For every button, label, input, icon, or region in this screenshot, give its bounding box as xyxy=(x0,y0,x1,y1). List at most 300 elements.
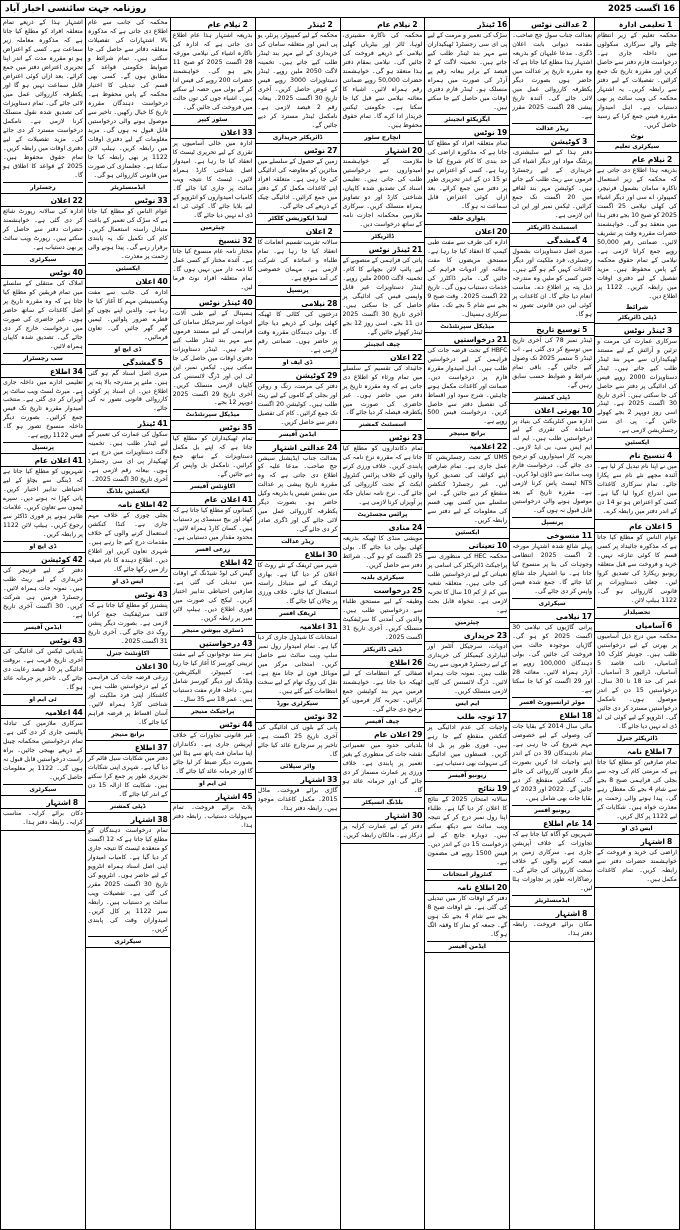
ad-body-text: وظیفہ کے لیے مستحق طلباء سے درخواستیں طلب ہیں۔ والدین کی آمدنی کا سرٹیفکیٹ منسلک کریں۔ آخری تاریخ 31 اگست 2025۔ xyxy=(342,598,423,642)
ad-body-text: ادارہ میں خالی آسامیوں پر تقرری کے لیے تحریری ٹیسٹ کا انعقاد کیا جا رہا ہے۔ امیدوار اصل شناختی کارڈ ہمراہ لائیں۔ ٹیسٹ کا نتیجہ ویب سائٹ پر جاری کیا جائے گا۔ کامیاب امیدواروں کو انٹرویو کے لیے بلایا جائے گا۔ کوئی ٹی اے ڈی اے نہیں دیا جائے گا۔ xyxy=(172,139,253,219)
classified-ad[interactable] xyxy=(510,135,594,234)
ad-body-text: پانی کے بلوں کی ادائیگی کی آخری تاریخ 25 اگست ہے۔ تاخیر پر سرچارج عائد کیا جائے گا۔ xyxy=(257,724,338,759)
ad-title: نوٹس xyxy=(219,720,241,730)
ad-body-text: محکمہ HEC کی منظوری سے پراجیکٹ ڈائریکٹر کی اسامی پر تعیناتی کے لیے درخواستیں طلب کی جاتی ہیں۔ متعلقہ شعبہ میں کم از کم 10 سال کا تجربہ لازمی ہے۔ تنخواہ قابل بحث ہے۔ xyxy=(427,553,508,615)
ad-divider xyxy=(343,419,423,420)
ad-title: آسامیاں xyxy=(635,621,665,631)
ad-signature: ڈپٹی کمشنر xyxy=(110,803,146,810)
classified-ad[interactable] xyxy=(341,243,425,351)
classified-ad[interactable] xyxy=(256,710,340,773)
classified-ad[interactable] xyxy=(171,790,255,834)
classified-ad[interactable] xyxy=(595,153,679,324)
ad-signature: میڈیکل سپرنٹنڈنٹ xyxy=(185,411,240,419)
ad-body-text: تمام درخواست دہندگان کو مطلع کیا جاتا ہے کہ 12 اگست کو منعقدہ ٹیسٹ کا نتیجہ جاری کر دیا گیا ہے۔ کامیاب امیدوار اپنی اصل اسناد ہمراہ انٹرویو کے لیے حاضر ہوں۔ انٹرویو کی تاریخ 30 اگست 2025 مقرر کی گئی ہے۔ تفصیلات ویب سائٹ پر دستیاب ہیں۔ رابطہ نمبر 1122 پر کال کریں۔ امیدواران وقت کی پابندی کریں۔ xyxy=(87,827,168,933)
classified-ad[interactable] xyxy=(341,584,425,656)
ad-header xyxy=(510,136,594,148)
classified-ad[interactable] xyxy=(86,18,170,194)
ad-body-text: بذریعہ ہذا اطلاع دی جاتی ہے کہ محکمہ کے زیر استعمال ناکارہ سامان بشمول فرنیچر، کمپیوٹر، اے سی اور دیگر اشیاء کی کھلی نیلامی 25 اگست 2025 کو صبح 10 بجے دفتر ہذا میں منعقد ہو گی۔ خواہشمند حضرات مقررہ وقت پر تشریف لائیں۔ ضمانتی رقم 50,000 روپے جمع کرانا لازمی ہے۔ نیلامی کے تمام حقوق محکمہ کے پاس محفوظ ہیں۔ مزید تفصیل کے لیے دفتری اوقات میں رابطہ کریں۔ 1122 پر اطلاع دیں۔ xyxy=(597,166,677,300)
ad-body-text: ٹینڈر نمبر 78 کی آخری تاریخ میں توسیع کر دی گئی ہے۔ اب ٹینڈر 5 ستمبر 2025 تک وصول کیے جائیں گے۔ باقی تمام شرائط و ضوابط حسب سابق رہیں گے۔ xyxy=(512,336,593,389)
ad-number: 4 xyxy=(667,451,673,461)
classified-ad[interactable] xyxy=(425,782,509,881)
classified-ad[interactable] xyxy=(510,709,594,817)
ad-body-text: کسانوں کو مطلع کیا جاتا ہے کہ کھاد اور بیج سبسڈی پر دستیاب ہیں۔ کسان کارڈ ہمراہ لائیں۔ محدود مقدار میں دستیابی ہے۔ xyxy=(172,507,253,542)
ad-number: 5 xyxy=(157,357,163,367)
ad-number: 2 xyxy=(327,20,333,29)
ad-number: 40 xyxy=(242,297,253,307)
classified-ad[interactable] xyxy=(171,296,255,422)
ad-title: اعلامیہ xyxy=(469,442,495,452)
ad-header xyxy=(171,235,255,247)
ad-title: نیلامی xyxy=(555,612,580,622)
classified-ad[interactable] xyxy=(1,266,85,365)
ad-subheading: شرائط xyxy=(625,302,649,311)
ad-number: 2 xyxy=(412,20,418,29)
ad-number: 45 xyxy=(242,792,253,802)
ad-header xyxy=(86,661,170,673)
ad-signature: ٹی ایم او xyxy=(29,696,57,704)
classified-ad[interactable] xyxy=(1,796,85,831)
classified-ad[interactable] xyxy=(86,588,170,660)
ad-header xyxy=(595,746,679,758)
classified-ad[interactable] xyxy=(341,431,425,521)
classified-ad[interactable] xyxy=(171,493,255,556)
ad-number: 16 xyxy=(496,20,508,29)
ad-header xyxy=(86,499,170,511)
ad-divider xyxy=(597,607,677,608)
ad-number: 23 xyxy=(411,433,423,443)
ad-divider xyxy=(258,213,338,214)
ad-divider xyxy=(343,132,423,133)
ad-header xyxy=(425,226,509,238)
ad-header xyxy=(1,707,85,719)
ad-number: 19 xyxy=(496,127,508,137)
ad-number: 17 xyxy=(496,712,508,722)
ad-title: کوٹیشن xyxy=(295,370,326,380)
ad-title: ٹینڈر xyxy=(477,20,495,29)
ad-signature: رجسٹرار xyxy=(30,183,56,191)
ad-body-text: امتحانات کا شیڈول جاری کر دیا گیا ہے۔ تمام امیدوار رول نمبر سلپ ویب سائٹ سے حاصل کریں۔ امتحانی مرکز میں موبائل فون لے جانا منع ہے۔ نقل کی روک تھام کے لیے سخت انتظامات کیے گئے ہیں۔ xyxy=(257,634,338,696)
classified-ad[interactable] xyxy=(256,773,340,817)
ad-signature: سیکرٹری تعلیم xyxy=(614,142,660,150)
ad-title: تعیناتی xyxy=(468,541,495,551)
ad-divider xyxy=(258,536,338,537)
ad-header xyxy=(425,540,509,552)
ad-header xyxy=(1,455,85,467)
ad-number: 32 xyxy=(242,235,253,245)
classified-ad[interactable] xyxy=(171,421,255,493)
ad-number: 41 xyxy=(242,495,253,505)
classified-ad[interactable] xyxy=(171,126,255,234)
ad-title: اعلامیہ xyxy=(44,708,71,718)
ad-header xyxy=(171,791,255,803)
classified-ad[interactable] xyxy=(256,548,340,620)
ad-signature: ڈی ایف او xyxy=(282,358,313,366)
classified-ad[interactable] xyxy=(1,454,85,553)
ad-title: نتائج xyxy=(477,784,495,794)
ad-body-text: تمام دکانداروں کو مطلع کیا جاتا ہے کہ مقررہ نرخ نامہ کی پابندی کریں۔ خلاف ورزی کرنے والوں کے خلاف پرائس کنٹرول ایکٹ کے تحت کارروائی کی جائے گی۔ نرخ نامہ نمایاں جگہ پر آویزاں کرنا لازمی ہے۔ xyxy=(342,445,423,507)
ad-divider xyxy=(597,141,677,142)
ad-body-text: بعدالت جناب ایڈیشنل سیشن جج صاحب۔ مدعا علیہ کو اطلاع دی جاتی ہے کہ وہ مقررہ تاریخ پیشی پر عدالت میں بنفس نفیس یا بذریعہ وکیل حاضر ہو۔ بصورت دیگر یکطرفہ کارروائی عمل میں لائی جائے گی اور ڈگری صادر کر دی جائے گی۔ xyxy=(257,454,338,534)
ad-number: 3 xyxy=(582,136,588,146)
classified-ad[interactable] xyxy=(256,144,340,225)
ad-header xyxy=(341,19,425,31)
ad-header xyxy=(425,334,509,346)
ad-signature: چیف آفیسر xyxy=(365,718,400,726)
ad-body-text: سڑک کی تعمیر و مرمت کے لیے پی ای سی رجسٹرڈ ٹھیکیداران سے مہر بند ٹینڈر طلب کیے جاتے ہیں۔ تخمینہ لاگت کے 2 فیصد کے برابر بیعانہ رقم پے آرڈر کی صورت میں ہمراہ منسلک ہو۔ ٹینڈر فارم دفتری اوقات میں حاصل کیے جا سکتے ہیں۔ xyxy=(427,32,508,111)
classified-ad[interactable] xyxy=(256,620,340,710)
ad-header xyxy=(510,530,594,542)
ad-body-text: ہنر مند نوجوانوں کے لیے مفت تربیتی کورسز کا آغاز کیا جا رہا ہے۔ کمپیوٹر، الیکٹریشن، ویلڈنگ اور دیگر کورسز شامل ہیں۔ داخلہ فارم مفت دستیاب ہیں۔ عمر 18 سے 35 سال۔ xyxy=(172,651,253,704)
ad-header xyxy=(595,836,679,848)
ad-header xyxy=(341,432,425,444)
classified-ad[interactable] xyxy=(1,634,85,706)
ad-header xyxy=(510,235,594,247)
ad-body-text: ادارہ کی طرف سے مفت طبی کیمپ کا انعقاد کیا جا رہا ہے۔ مستحق مریضوں کا مفت معائنہ اور ادویات فراہم کی جائیں گی۔ ماہر ڈاکٹرز کی خدمات دستیاب ہوں گی۔ تاریخ 22 اگست 2025۔ وقت صبح 9 بجے سے شام 5 بجے تک۔ مقام سرکاری ہسپتال۔ xyxy=(427,238,508,318)
ad-title: اشتہار xyxy=(300,775,326,785)
classified-ad[interactable] xyxy=(86,417,170,498)
classified-ad[interactable] xyxy=(1,365,85,455)
classified-ad[interactable] xyxy=(86,660,170,741)
classified-ad[interactable] xyxy=(341,18,425,144)
ad-header xyxy=(171,557,255,569)
ad-title: نوٹس xyxy=(134,195,156,205)
classified-ad[interactable] xyxy=(341,809,425,844)
ad-signature: ریونیو آفیسر xyxy=(448,772,487,780)
ad-signature: زرعی افسر xyxy=(195,546,231,554)
ad-body-text: سالانہ امتحان 2025 کے نتائج کا اعلان کر دیا گیا ہے۔ طلباء اپنا رول نمبر درج کر کے نتیجہ ویب سائٹ سے دیکھ سکتے ہیں۔ دوبارہ جانچ کے لیے درخواست 15 دن کے اندر دیں۔ فیس 1500 روپے فی مضمون ہے۔ xyxy=(427,796,508,866)
ad-body-text: بجلی چوری کے خلاف مہم جاری ہے۔ کنڈا کنکشن استعمال کرنے والوں کے خلاف مقدمات درج کیے جا رہے ہیں۔ شہری تعاون کریں اور اطلاع دیں۔ اطلاع دہندہ کا نام صیغہ راز میں رکھا جائے گا۔ xyxy=(87,512,168,574)
classified-ad[interactable] xyxy=(510,610,594,709)
classified-ad[interactable] xyxy=(425,225,509,333)
ad-divider xyxy=(427,617,507,618)
ad-divider xyxy=(3,442,83,443)
ad-signature: ٹریفک افسر xyxy=(279,610,316,618)
ad-title: اعلان عام xyxy=(204,495,241,505)
classified-ad[interactable] xyxy=(510,529,594,610)
classified-ad[interactable] xyxy=(171,718,255,790)
classified-ad[interactable] xyxy=(341,351,425,432)
ad-divider xyxy=(173,409,253,410)
ad-title: ٹینڈر نوٹس xyxy=(368,244,410,254)
ad-header xyxy=(86,742,170,754)
ad-title: اطلاع xyxy=(49,366,71,376)
classified-ad[interactable] xyxy=(171,18,255,126)
classified-ad[interactable] xyxy=(510,907,594,942)
ad-number: 5 xyxy=(667,522,673,532)
ad-body-text: گیس کی لوڈ شیڈنگ کے اوقات میں تبدیلی کی گئی ہے۔ صارفین احتیاطی تدابیر اختیار کریں۔ لیکج کی صورت میں فوری اطلاع دیں۔ ہیلپ لائن نمبر پر رابطہ کریں۔ xyxy=(172,570,253,623)
ad-title: اطلاع xyxy=(304,550,326,560)
ad-signature: تحصیلدار xyxy=(623,609,651,617)
ad-signature: پرائس مجسٹریٹ xyxy=(357,511,408,519)
ad-title: اعلان عام xyxy=(374,730,410,740)
classified-ad[interactable] xyxy=(256,18,340,144)
ad-divider xyxy=(512,517,592,518)
ad-body-text: شہریوں کو مطلع کیا جاتا ہے کہ ڈینگی سے بچاؤ کے لیے احتیاطی تدابیر اختیار کریں۔ پانی کھڑا نہ ہونے دیں۔ سپرے ٹیموں سے تعاون کریں۔ علامات ظاہر ہونے پر فوری ڈاکٹر سے رجوع کریں۔ ہیلپ لائن 1122 پر رابطہ کریں۔ xyxy=(3,468,83,539)
ad-signature: اسسٹنٹ کمشنر xyxy=(358,421,407,429)
classified-column xyxy=(170,18,255,1229)
classified-ad[interactable] xyxy=(595,520,679,619)
ad-title: تنسیخ xyxy=(218,235,241,245)
classified-ad[interactable] xyxy=(341,144,425,243)
classified-ad[interactable] xyxy=(341,656,425,728)
classified-ad[interactable] xyxy=(256,369,340,441)
ad-header xyxy=(256,774,340,786)
ad-title: اطلاع xyxy=(219,558,241,568)
ad-divider xyxy=(512,805,592,806)
ad-signature: ایکسئین بلڈنگ xyxy=(106,488,150,496)
ad-divider xyxy=(258,698,338,699)
ad-divider xyxy=(343,231,423,232)
ad-number: 3 xyxy=(667,325,673,335)
ad-number: 10 xyxy=(496,541,508,551)
classified-ad[interactable] xyxy=(171,637,255,718)
ad-title: کوٹیشن xyxy=(41,555,71,565)
ad-signature: پرنسپل xyxy=(286,286,309,294)
ad-title: کوٹیشن xyxy=(550,136,581,146)
ad-divider xyxy=(258,761,338,762)
ad-body-text: شہر میں ٹریفک کے نئے روٹ کا اعلان کر دیا گیا ہے۔ بھاری ٹریفک کے لیے متبادل راستہ استعمال کیا جائے۔ خلاف ورزی پر چالان کیا جائے گا۔ xyxy=(257,562,338,606)
ad-number: 33 xyxy=(327,775,338,785)
classified-ad[interactable] xyxy=(256,225,340,297)
classified-ad[interactable] xyxy=(341,728,425,809)
ad-title: اشتہار xyxy=(130,815,156,824)
classified-ad[interactable] xyxy=(425,629,509,710)
ad-header xyxy=(171,422,255,434)
classified-ad[interactable] xyxy=(595,449,679,520)
ad-header xyxy=(425,711,509,723)
ad-divider xyxy=(597,733,677,734)
ad-body-text: مویشی منڈی کا ٹھیکہ بذریعہ کھلی بولی دیا جائے گا۔ بولی 25 اگست کو ہو گی۔ شرائط دفتر سے حاصل کریں۔ xyxy=(342,535,423,570)
ad-number: 22 xyxy=(496,442,508,452)
ad-header xyxy=(595,19,679,31)
ad-divider xyxy=(343,644,423,645)
ad-header xyxy=(86,195,170,207)
ad-signature: ڈائریکٹر جنرل xyxy=(616,735,658,743)
ad-header xyxy=(1,554,85,566)
ad-number: 40 xyxy=(72,267,83,277)
ad-divider xyxy=(258,608,338,609)
classified-ad[interactable] xyxy=(1,18,85,194)
ad-title: منادی xyxy=(388,523,410,533)
ad-divider xyxy=(427,428,507,429)
ad-body-text: میں نے اپنا نام تبدیل کر لیا ہے۔ آئندہ مجھے نئے نام سے پکارا جائے۔ تمام سرکاری کاغذات میں اندراج کروا لیا گیا ہے۔ کسی کو اعتراض ہو تو 14 دن کے اندر دفتر میں رابطہ کرے۔ xyxy=(597,463,678,516)
classified-ad[interactable] xyxy=(425,881,509,953)
ad-body-text: سکول کی عمارت کی تعمیر کے لیے ٹینڈر طلب ہیں۔ تخمینہ لاگت دستاویزات میں درج ہے۔ ٹھیکیدار پی ای سی رجسٹرڈ ہوں۔ بیعانہ رقم لازمی ہے۔ آخری تاریخ 30 اگست 2025۔ xyxy=(87,431,168,484)
classified-ad[interactable] xyxy=(86,498,170,588)
classified-ad[interactable] xyxy=(86,275,170,356)
ad-signature: ڈائریکٹر xyxy=(371,232,394,240)
ad-body-text: ادارہ میں کنٹریکٹ کی بنیاد پر اساتذہ کی تقرری کے لیے درخواستیں طلب ہیں۔ ایم اے، ایم ایس سی، بی ایڈ لازمی۔ تجربہ کار امیدواروں کو ترجیح دی جائے گی۔ درخواست فارم ویب سائٹ سے ڈاؤن لوڈ کریں۔ NTS ٹیسٹ پاس کرنا لازمی ہے۔ مقررہ تاریخ کے بعد موصول ہونے والی درخواستیں قابل قبول نہ ہوں گی۔ xyxy=(512,417,593,515)
ad-signature: ڈی ایچ او xyxy=(29,543,57,551)
classified-ad[interactable] xyxy=(510,817,594,907)
ad-body-text: اراضی کی خرید و فروخت کے خواہشمند حضرات دفتر سے رابطہ کریں۔ تمام کاغذات مکمل ہیں۔ xyxy=(597,848,677,883)
ad-signature: چیف انجینئر xyxy=(364,340,401,348)
ad-header xyxy=(256,298,340,310)
ad-header xyxy=(341,522,425,534)
ad-header xyxy=(425,127,509,139)
ad-number: 17 xyxy=(581,612,593,622)
ad-number: 10 xyxy=(581,405,593,415)
classified-ad[interactable] xyxy=(510,323,594,404)
ad-title: نیلام عام xyxy=(207,20,241,29)
ad-divider xyxy=(3,784,83,785)
classified-ad[interactable] xyxy=(595,835,679,888)
ad-body-text: پنشنرز کو مطلع کیا جاتا ہے کہ لائف سرٹیفکیٹ جمع کرانا لازمی ہے۔ بصورت دیگر پنشن روک دی جائے گی۔ آخری تاریخ 31 اگست 2025۔ xyxy=(87,602,168,646)
ad-divider xyxy=(512,697,592,698)
ad-number: 37 xyxy=(157,743,168,753)
ad-divider xyxy=(88,182,168,183)
ad-signature: سٹور کیپر xyxy=(197,115,228,123)
ad-divider xyxy=(173,778,253,779)
ad-divider xyxy=(512,392,592,393)
ad-number: 2 xyxy=(582,20,588,29)
classified-ad[interactable] xyxy=(425,539,509,629)
ad-title: اعلامیہ xyxy=(299,622,326,632)
ad-header xyxy=(1,267,85,279)
classified-ad[interactable] xyxy=(1,706,85,796)
ad-divider xyxy=(427,698,507,699)
ad-number: 33 xyxy=(157,195,168,205)
ad-header xyxy=(341,657,425,669)
ad-divider xyxy=(512,222,592,223)
classified-ad[interactable] xyxy=(1,194,85,266)
columns-container xyxy=(1,18,679,1229)
ad-number: 21 xyxy=(496,334,508,344)
ad-signature: ریڈر عدالت xyxy=(281,538,315,546)
ad-divider xyxy=(427,869,507,870)
ad-signature: موٹر ٹرانسپورٹ افسر xyxy=(519,699,585,707)
ad-title: اطلاع xyxy=(389,658,410,668)
ad-signature: لینڈ ایکوزیشن کلکٹر xyxy=(267,214,328,222)
ad-signature: سیکرٹری بلدیہ xyxy=(360,574,404,582)
classified-ad[interactable] xyxy=(256,297,340,369)
ad-body-text: دفتر کے اوقات کار میں تبدیلی کی گئی ہے۔ نئے اوقات صبح 8 بجے سے شام 4 بجے تک ہوں گے۔ جمعہ کو نماز کا وقفہ الگ ہو گا۔ xyxy=(427,894,508,938)
ad-signature: سیکرٹری بورڈ xyxy=(276,700,319,708)
classified-ad[interactable] xyxy=(86,741,170,813)
ad-number: 31 xyxy=(327,622,338,632)
ad-number: 8 xyxy=(667,836,673,846)
classified-ad[interactable] xyxy=(425,333,509,441)
ad-header xyxy=(510,405,594,417)
classified-ad[interactable] xyxy=(171,234,255,296)
ad-body-text: املاک کی منتقلی کے سلسلے میں تمام فریقین کو مطلع کیا جاتا ہے کہ وہ مقررہ تاریخ پر اصل کاغذات کے ساتھ حاضر ہوں۔ غیر حاضری کی صورت میں درخواست خارج کر دی جائے گی۔ تصدیق شدہ کاپیاں ہمراہ لائیں۔ xyxy=(3,279,83,350)
ad-body-text: گاڑی برائے فروخت۔ ماڈل 2015۔ مکمل کاغذات موجود ہیں۔ رابطہ دفتر ہذا۔ xyxy=(257,787,338,813)
classified-ad[interactable] xyxy=(86,194,170,275)
ad-signature: ڈپٹی کمشنر xyxy=(534,393,570,401)
classified-ad[interactable] xyxy=(510,18,594,135)
ad-divider xyxy=(597,312,677,313)
ad-signature: سیکرٹری xyxy=(29,786,57,793)
classified-ad[interactable] xyxy=(595,619,679,745)
ad-number: 18 xyxy=(581,711,593,721)
ad-body-text: دکان برائے کرایہ۔ مناسب کرایہ۔ رابطہ دفتر ہذا۔ xyxy=(3,810,83,826)
ad-number: 7 xyxy=(667,747,673,757)
classified-ad[interactable] xyxy=(510,404,594,530)
ad-number: 21 xyxy=(411,244,423,254)
classified-ad[interactable] xyxy=(595,18,679,153)
classified-ad[interactable] xyxy=(86,356,170,418)
ad-signature: میڈیکل سپرنٹنڈنٹ xyxy=(440,322,495,330)
ad-signature: برانچ مینیجر xyxy=(449,430,486,438)
ad-number: 38 xyxy=(157,815,168,824)
ad-title: اطلاع نامہ xyxy=(117,500,156,510)
ad-signature: برانچ منیجر xyxy=(111,731,145,739)
classified-ad[interactable] xyxy=(595,745,679,835)
ad-signature: کنٹرولر امتحانات xyxy=(442,870,492,878)
ad-header xyxy=(510,324,594,336)
ad-header xyxy=(341,145,425,157)
classified-column xyxy=(85,18,170,1229)
ad-title: تنسیخ نام xyxy=(629,451,665,461)
ad-divider xyxy=(258,132,338,133)
classified-ad[interactable] xyxy=(171,556,255,637)
ad-divider xyxy=(173,114,253,115)
ad-signature: ایس ڈی او xyxy=(621,824,653,832)
classified-ad[interactable] xyxy=(425,18,509,126)
ad-signature: بلڈنگ انسپکٹر xyxy=(361,799,404,807)
classified-ad[interactable] xyxy=(425,126,509,225)
masthead xyxy=(1,1,679,18)
ad-title: منسوخی xyxy=(546,531,580,541)
ad-header xyxy=(256,442,340,454)
classified-ad[interactable] xyxy=(425,440,509,539)
ad-title: اشتہار xyxy=(640,836,665,846)
ad-number: 6 xyxy=(667,621,673,631)
ad-title: نیلام عام xyxy=(377,20,411,29)
ad-signature: سب رجسٹرار xyxy=(22,354,63,362)
ad-signature: اکاؤنٹنٹ جنرل xyxy=(106,650,150,658)
ad-number: 44 xyxy=(72,708,83,718)
ad-title: درخواستیں xyxy=(453,334,495,344)
ad-header xyxy=(256,621,340,633)
classified-ad[interactable] xyxy=(510,234,594,323)
ad-header xyxy=(171,19,255,31)
classified-ad[interactable] xyxy=(595,324,679,450)
ad-title: عام اطلاع xyxy=(543,818,580,828)
classified-ad[interactable] xyxy=(425,710,509,782)
classified-ad[interactable] xyxy=(1,553,85,634)
ad-divider xyxy=(173,222,253,223)
classified-ad[interactable] xyxy=(256,441,340,549)
ad-number: 24 xyxy=(327,442,338,452)
ad-divider xyxy=(88,648,168,649)
ad-number: 8 xyxy=(582,908,588,918)
classified-ad[interactable] xyxy=(86,813,170,948)
ad-signature: ایم ایس xyxy=(455,700,480,708)
ad-title: نوٹس xyxy=(304,712,326,722)
ad-title: تعلیمی ادارہ xyxy=(618,20,665,29)
ad-body-text: سرکاری عمارت کی مرمت و تزئین و آرائش کے لیے مستند ٹھیکیداران سے مہر بند ٹینڈر طلب کیے جاتے ہیں۔ ٹینڈر دستاویزات 2000 روپے فیس کی ادائیگی پر دفتر سے حاصل کی جا سکتی ہیں۔ آخری تاریخ 30 اگست 2025 ہے۔ ٹینڈر اسی روز دوپہر 2 بجے کھولے جائیں گے۔ پی ای سی رجسٹریشن لازمی ہے۔ xyxy=(597,337,678,435)
ad-header xyxy=(510,710,594,722)
ad-title: اعلان xyxy=(220,127,241,137)
ad-signature: ایس ڈی او xyxy=(112,578,144,586)
ad-number: 41 xyxy=(157,419,168,429)
ad-header xyxy=(425,19,509,31)
ad-divider xyxy=(258,429,338,430)
ad-body-text: ادویات، سرجیکل آئٹمز اور لیبارٹری کیمیکلز کی خریداری کے لیے رجسٹرڈ فرموں سے ریٹ طلب ہیں۔ نمونہ جات ہمراہ لائیں۔ ڈرگ لائسنس کی کاپی لازمی منسلک کریں۔ xyxy=(427,643,508,696)
ad-number: 43 xyxy=(242,639,253,649)
ad-body-text: غیر قانونی تجاوزات کے خلاف آپریشن جاری ہے۔ دکانداران اپنا سامان فٹ پاتھ سے ہٹا لیں بصورت دیگر ضبط کر لیا جائے گا اور جرمانہ عائد کیا جائے گا۔ xyxy=(172,732,253,776)
ad-header xyxy=(1,797,85,809)
ad-title: اعلان xyxy=(305,226,326,236)
ad-title: نوٹس xyxy=(49,636,71,646)
ad-divider xyxy=(88,263,168,264)
ad-body-text: عوام الناس کو مطلع کیا جاتا ہے کہ سڑک کی تعمیر کے باعث متبادل راستہ استعمال کریں۔ کام کی تکمیل تک یہ پابندی برقرار رہے گی۔ پیدا ہونے والی زحمت پر معذرت۔ xyxy=(87,207,168,260)
ad-divider xyxy=(3,254,83,255)
ad-divider xyxy=(597,437,677,438)
classified-ad[interactable] xyxy=(341,521,425,584)
ad-divider xyxy=(512,598,592,599)
